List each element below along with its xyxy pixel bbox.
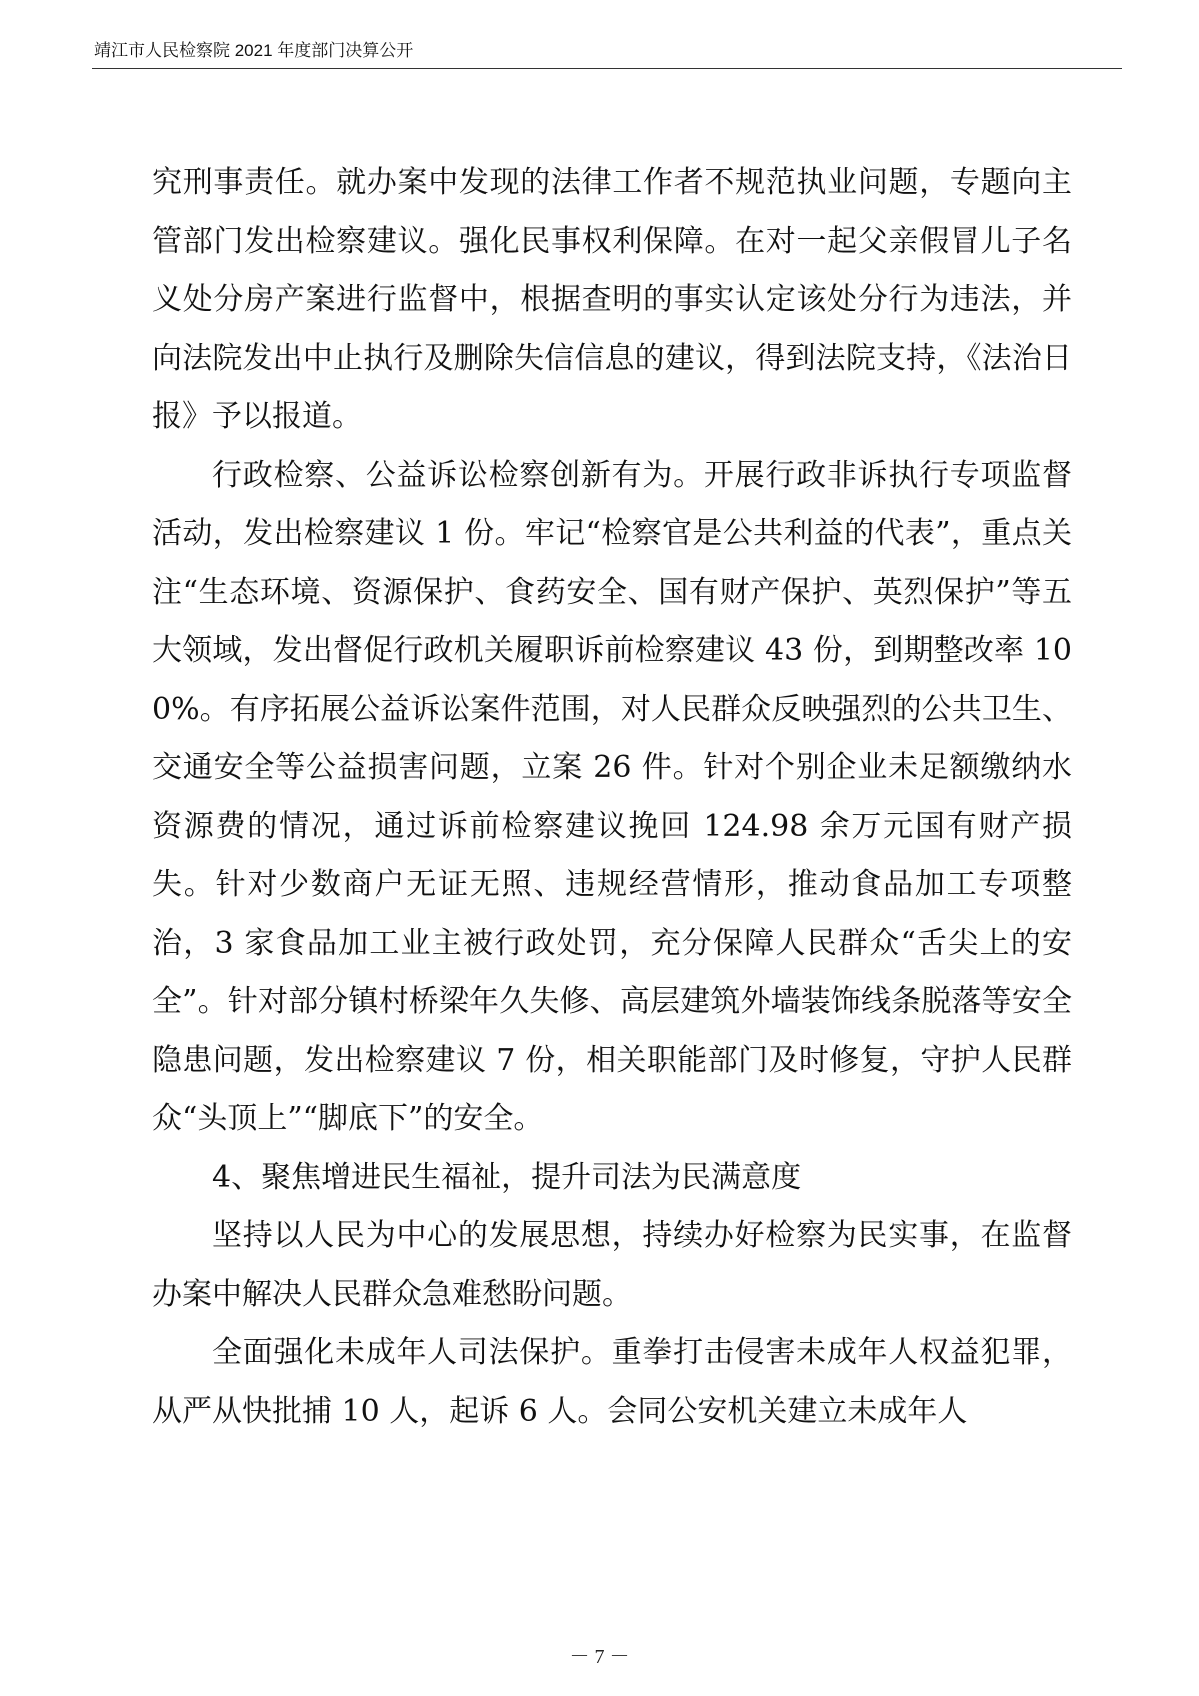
header-title: 靖江市人民检察院 2021 年度部门决算公开	[94, 41, 414, 60]
paragraph-administrative-procuratorate: 行政检察、公益诉讼检察创新有为。开展行政非诉执行专项监督活动，发出检察建议 1 份。牢记“检察官是公共利益的代表”，重点关注“生态环境、资源保护、食药安全、国有财产保护、英烈保护”等五大领域，发出督促行政机关履职诉前检察建议 43 份，到期整改率 100%。有序拓展公益诉讼案件范围，对人民群众反映强烈的公共卫生、交通安全等公益损害问题，立案 26 件。针对个别企业未足额缴纳水资源费的情况，通过诉前检察建议挽回 124.98 余万元国有财产损失。针对少数商户无证无照、违规经营情形，推动食品加工专项整治，3 家食品加工业主被行政处罚，充分保障人民群众“舌尖上的安全”。针对部分镇村桥梁年久失修、高层建筑外墙装饰线条脱落等安全隐患问题，发出检察建议 7 份，相关职能部门及时修复，守护人民群众“头顶上”“脚底下”的安全。	[152, 457, 1072, 1136]
page-header	[92, 28, 1122, 69]
paragraph-minor-protection: 全面强化未成年人司法保护。重拳打击侵害未成年人权益犯罪，从严从快批捕 10 人，起诉 6 人。会同公安机关建立未成年人	[152, 1335, 1072, 1429]
section-heading: 4、聚焦增进民生福祉，提升司法为民满意度	[212, 1159, 802, 1195]
paragraph-continuation: 究刑事责任。就办案中发现的法律工作者不规范执业问题，专题向主管部门发出检察建议。强化民事权利保障。在对一起父亲假冒儿子名义处分房产案进行监督中，根据查明的事实认定该处分行为违法，并向法院发出中止执行及删除失信信息的建议，得到法院支持，《法治日报》予以报道。	[152, 165, 1072, 434]
page-number: － 7 －	[569, 1646, 630, 1668]
document-body	[152, 154, 1072, 1441]
paragraph-people-centered: 坚持以人民为中心的发展思想，持续办好检察为民实事，在监督办案中解决人民群众急难愁盼问题。	[152, 1218, 1072, 1312]
